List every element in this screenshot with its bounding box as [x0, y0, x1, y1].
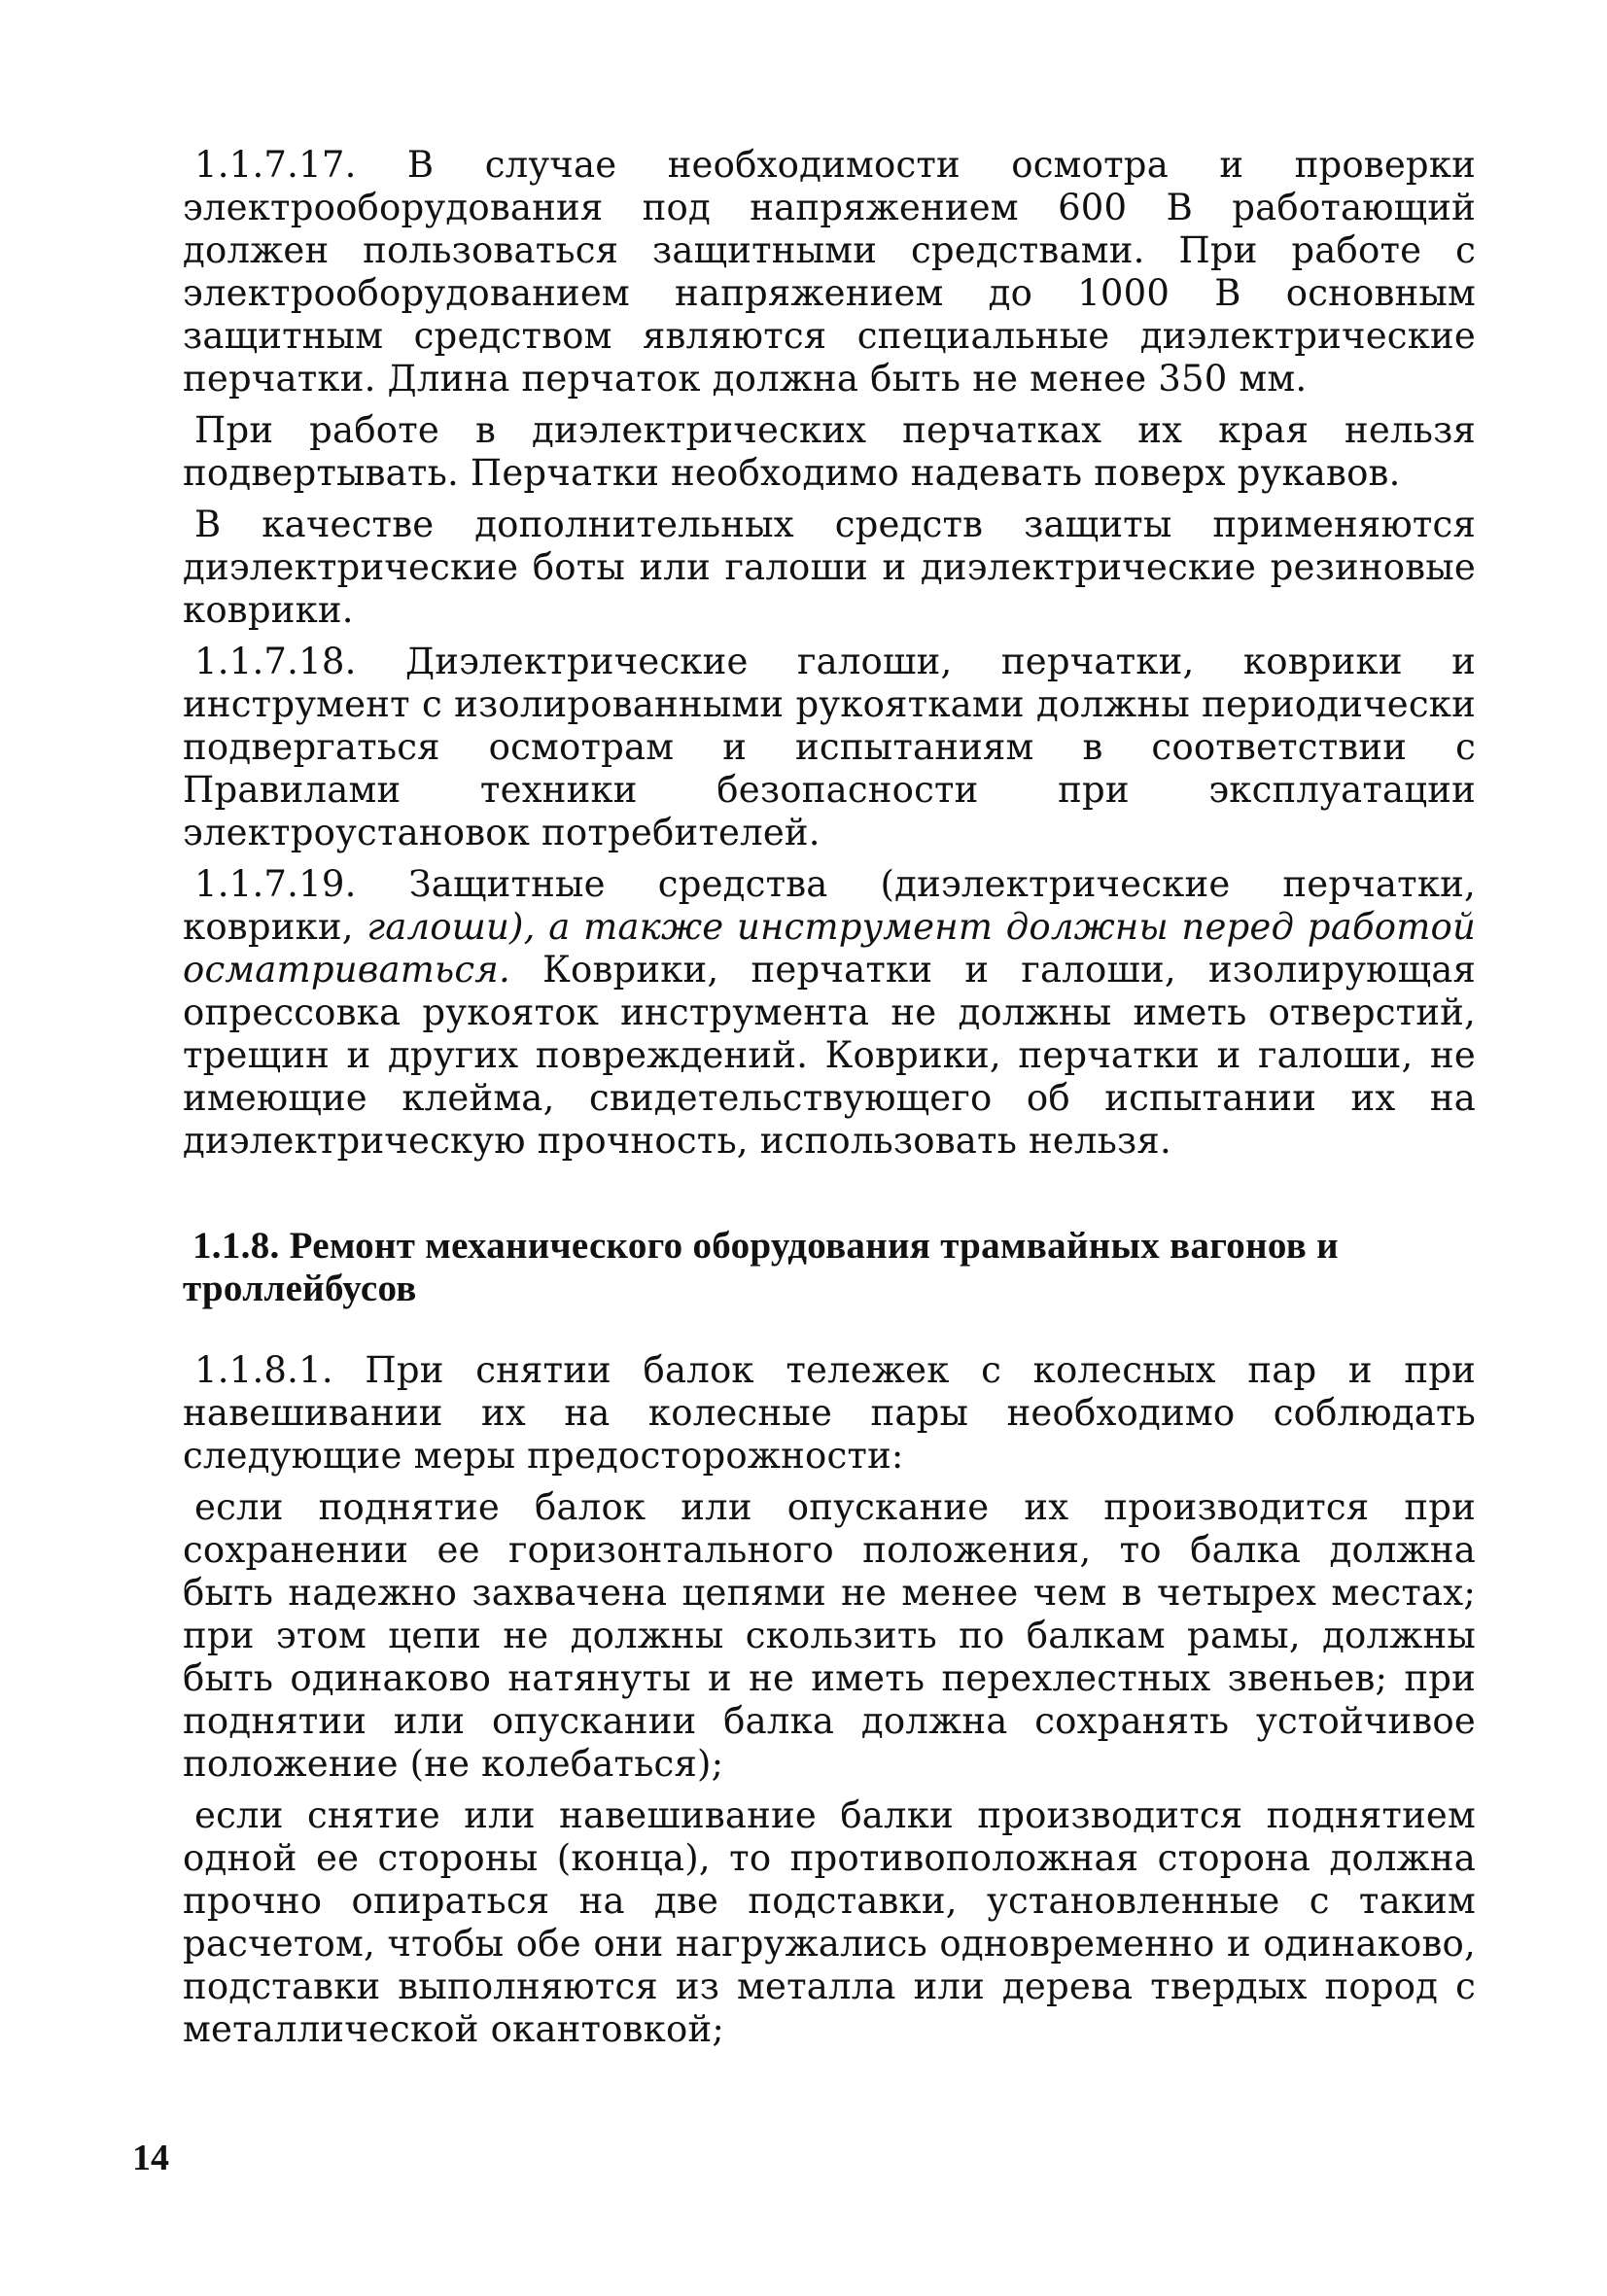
paragraph-1-1-7-18: 1.1.7.18. Диэлектрические галоши, перчатки, коврики и инструмент с изолированными рукоятками должны периодически подвергаться осмотрам и испытаниям в соответствии с Правилами техники безопасности при эксплуатации электроустановок потребителей. — [183, 641, 1476, 853]
section-heading-1-1-8: 1.1.8. Ремонт механического оборудования трамвайных вагонов и троллейбусов — [183, 1225, 1339, 1309]
paragraph-1-1-7-19 — [183, 863, 1476, 1163]
paragraph-lifting-one-side: если снятие или навешивание балки производится поднятием одной ее стороны (конца), то противоположная сторона должна прочно опираться на две подставки, установленные с таким расчетом, чтобы обе они нагружались одновременно и одинаково, подставки выполняются из металла или дерева твердых пород с металлической окантовкой; — [183, 1794, 1476, 2050]
paragraph-1-1-7-19-part2: Коврики, перчатки и галоши, изолирующая опрессовка рукояток инструмента не должны иметь отверстий, трещин и других повреждений. Коврики, перчатки и галоши, не имеющие клейма, свидетельствующего об испытании их на диэлектрическую прочность, использовать нельзя. — [183, 949, 1476, 1162]
paragraph-additional-protection: В качестве дополнительных средств защиты применяются диэлектрические боты или галоши и диэлектрические резиновые коврики. — [183, 504, 1476, 631]
document-page — [183, 144, 1476, 2060]
paragraph-1-1-7-19-italic: галоши), а также инструмент должны перед работой осматриваться. — [183, 906, 1476, 991]
paragraph-1-1-7-19-part1: 1.1.7.19. Защитные средства (диэлектрические перчатки, коврики, — [183, 863, 1476, 948]
paragraph-1-1-8-1: 1.1.8.1. При снятии балок тележек с колесных пар и при навешивании их на колесные пары необходимо соблюдать следующие меры предосторожности: — [183, 1349, 1476, 1477]
page-number: 14 — [132, 2138, 169, 2178]
paragraph-gloves-edges: При работе в диэлектрических перчатках их края нельзя подвертывать. Перчатки необходимо надевать поверх рукавов. — [183, 409, 1476, 494]
paragraph-1-1-7-17: 1.1.7.17. В случае необходимости осмотра и проверки электрооборудования под напряжением 600 В работающий должен пользоваться защитными средствами. При работе с электрооборудованием напряжением до 1000 В основным защитным средством являются специальные диэлектрические перчатки. Длина перчаток должна быть не менее 350 мм. — [183, 144, 1476, 400]
paragraph-lifting-horizontal: если поднятие балок или опускание их производится при сохранении ее горизонтального положения, то балка должна быть надежно захвачена цепями не менее чем в четырех местах; при этом цепи не должны скользить по балкам рамы, должны быть одинаково натянуты и не иметь перехлестных звеньев; при поднятии или опускании балка должна сохранять устойчивое положение (не колебаться); — [183, 1486, 1476, 1785]
